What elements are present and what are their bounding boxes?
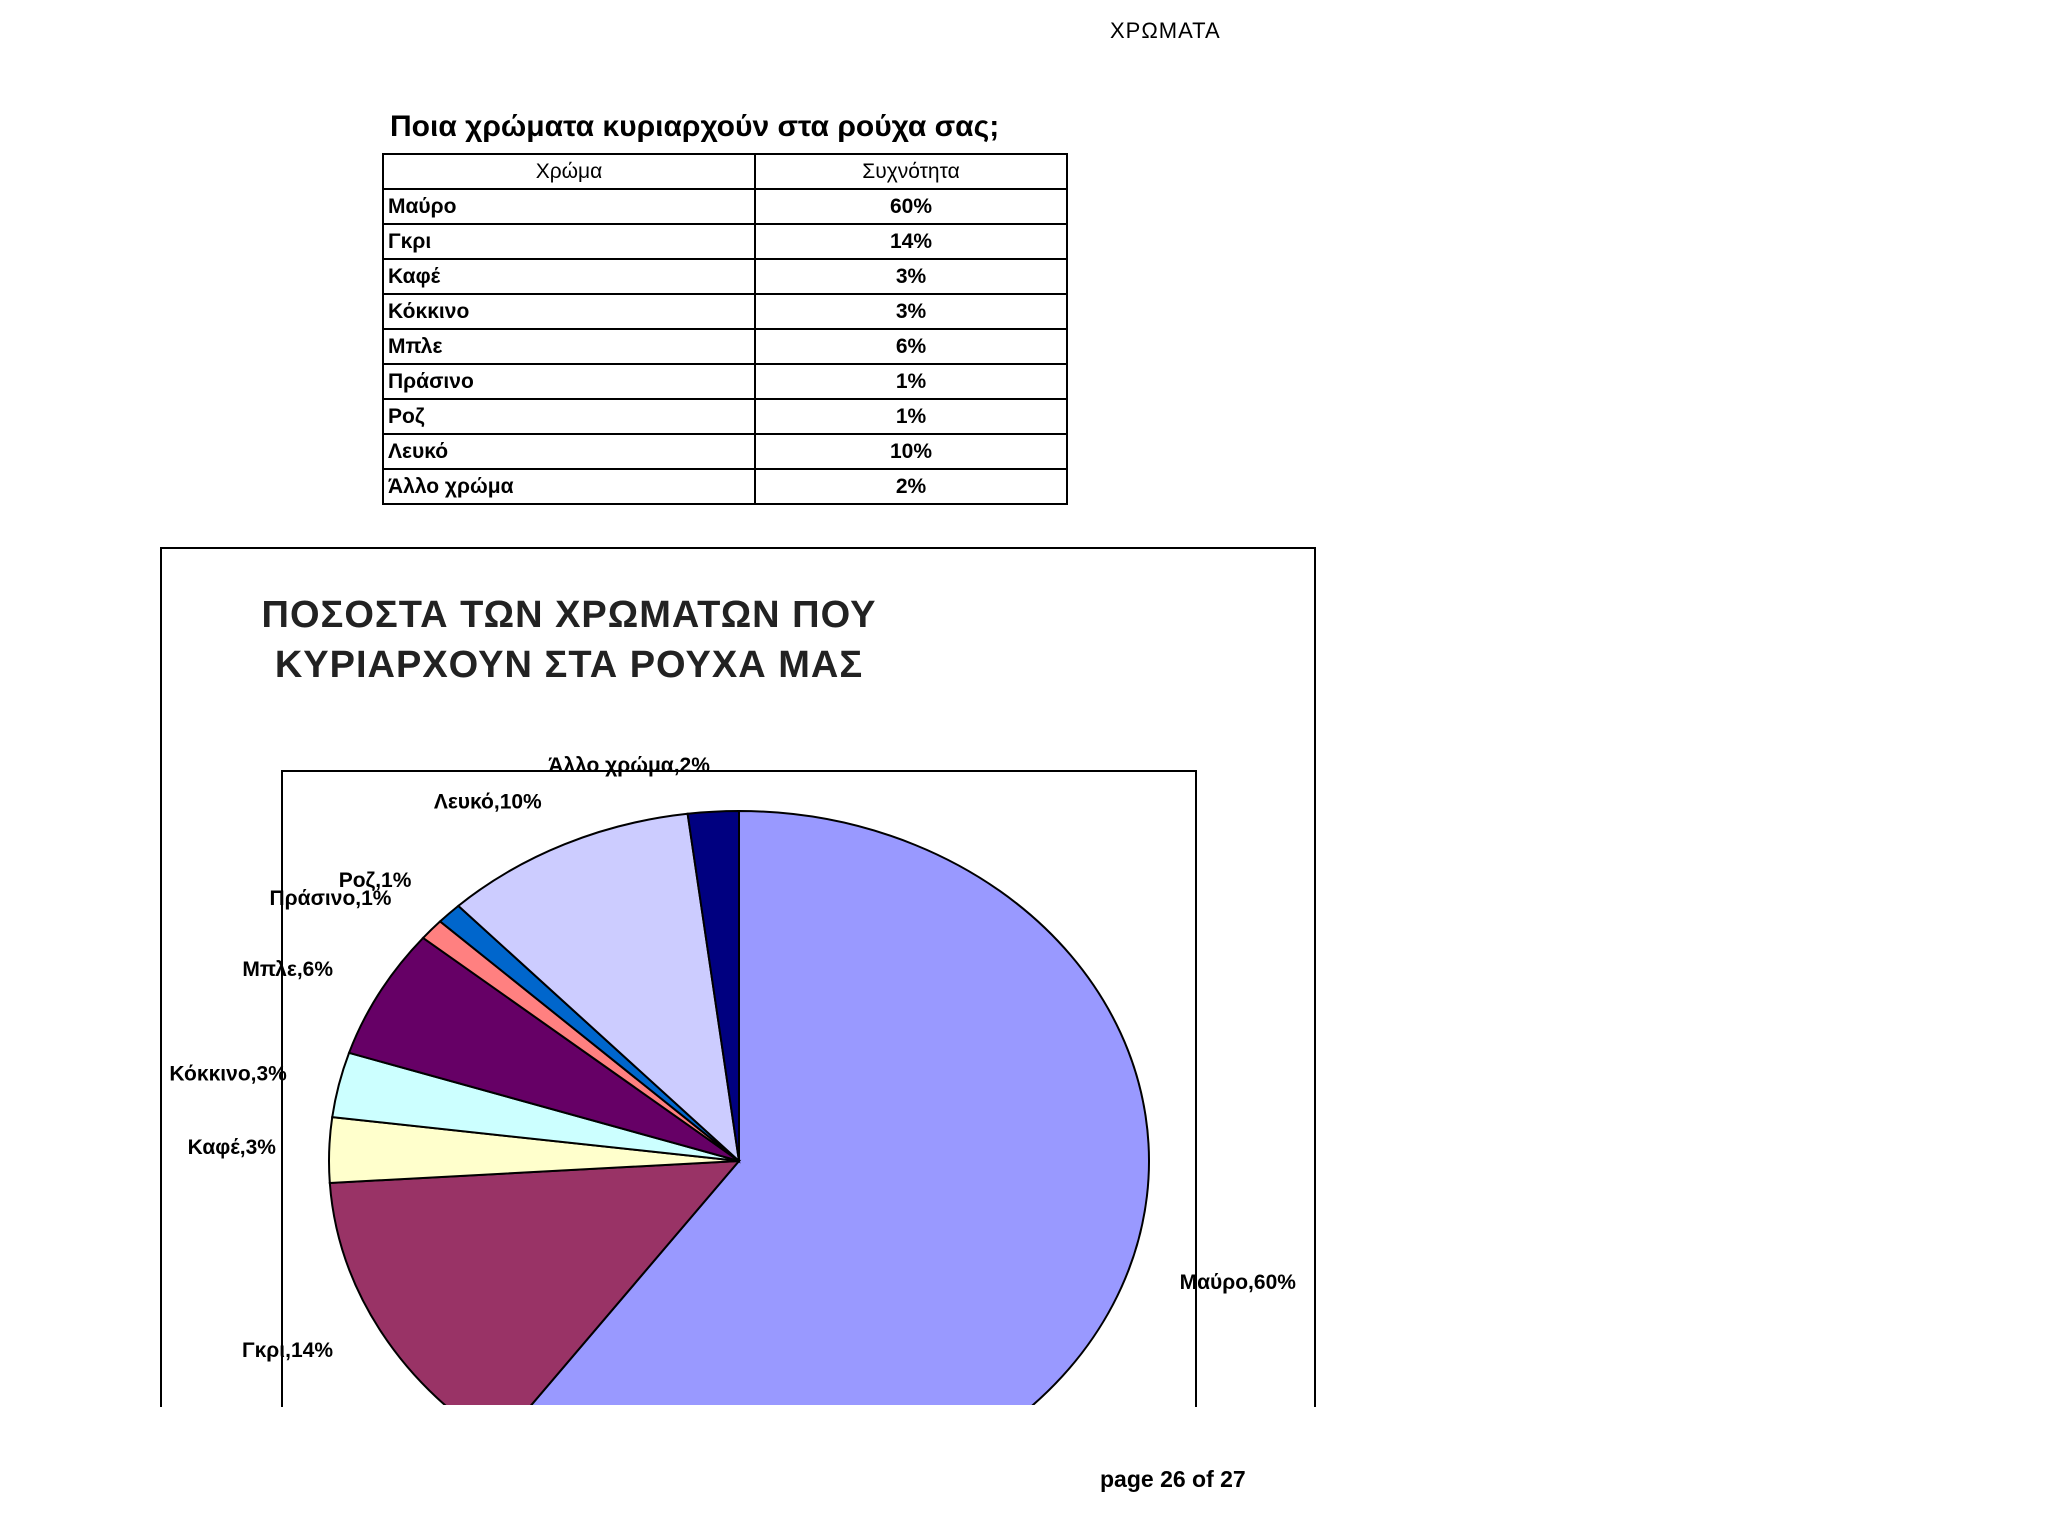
table-cell-color: Καφέ [383, 259, 755, 294]
pie-data-label: Πράσινο,1% [269, 886, 392, 910]
table-cell-frequency: 60% [755, 189, 1067, 224]
pie-data-label: Μαύρο,60% [1179, 1270, 1296, 1294]
pie-slices [329, 811, 1149, 1407]
table-cell-color: Μπλε [383, 329, 755, 364]
table-cell-color: Άλλο χρώμα [383, 469, 755, 504]
pie-data-label: Κόκκινο,3% [169, 1062, 287, 1086]
table-cell-frequency: 6% [755, 329, 1067, 364]
column-header-frequency: Συχνότητα [755, 154, 1067, 189]
pie-data-label: Γκρι,14% [241, 1339, 334, 1363]
table-cell-frequency: 1% [755, 399, 1067, 434]
page-number: page 26 of 27 [1100, 1466, 1246, 1492]
chart-title-line-1: ΠΟΣΟΣΤΑ ΤΩΝ ΧΡΩΜΑΤΩΝ ΠΟΥ [261, 594, 877, 636]
table-cell-frequency: 14% [755, 224, 1067, 259]
table-cell-frequency: 10% [755, 434, 1067, 469]
table-cell-frequency: 2% [755, 469, 1067, 504]
table-cell-color: Γκρι [383, 224, 755, 259]
table-cell-color: Λευκό [383, 434, 755, 469]
document-header-title: ΧΡΩΜΑΤΑ [1110, 18, 1221, 43]
table-cell-color: Πράσινο [383, 364, 755, 399]
table-cell-color: Κόκκινο [383, 294, 755, 329]
pie-data-label: Λευκό,10% [433, 790, 542, 814]
table-cell-frequency: 3% [755, 294, 1067, 329]
column-header-color: Χρώμα [383, 154, 755, 189]
pie-data-label: Καφέ,3% [187, 1136, 276, 1160]
pie-data-label: Ροζ,1% [338, 868, 412, 892]
pie-data-label: Μπλε,6% [242, 958, 334, 982]
table-cell-frequency: 3% [755, 259, 1067, 294]
chart-title-line-2: ΚΥΡΙΑΡΧΟΥΝ ΣΤΑ ΡΟΥΧΑ ΜΑΣ [274, 644, 864, 686]
table-cell-frequency: 1% [755, 364, 1067, 399]
table-cell-color: Μαύρο [383, 189, 755, 224]
table-title: Ποια χρώματα κυριαρχούν στα ρούχα σας; [390, 110, 1000, 143]
table-cell-color: Ροζ [383, 399, 755, 434]
pie-data-label: Άλλο χρώμα,2% [548, 753, 710, 777]
